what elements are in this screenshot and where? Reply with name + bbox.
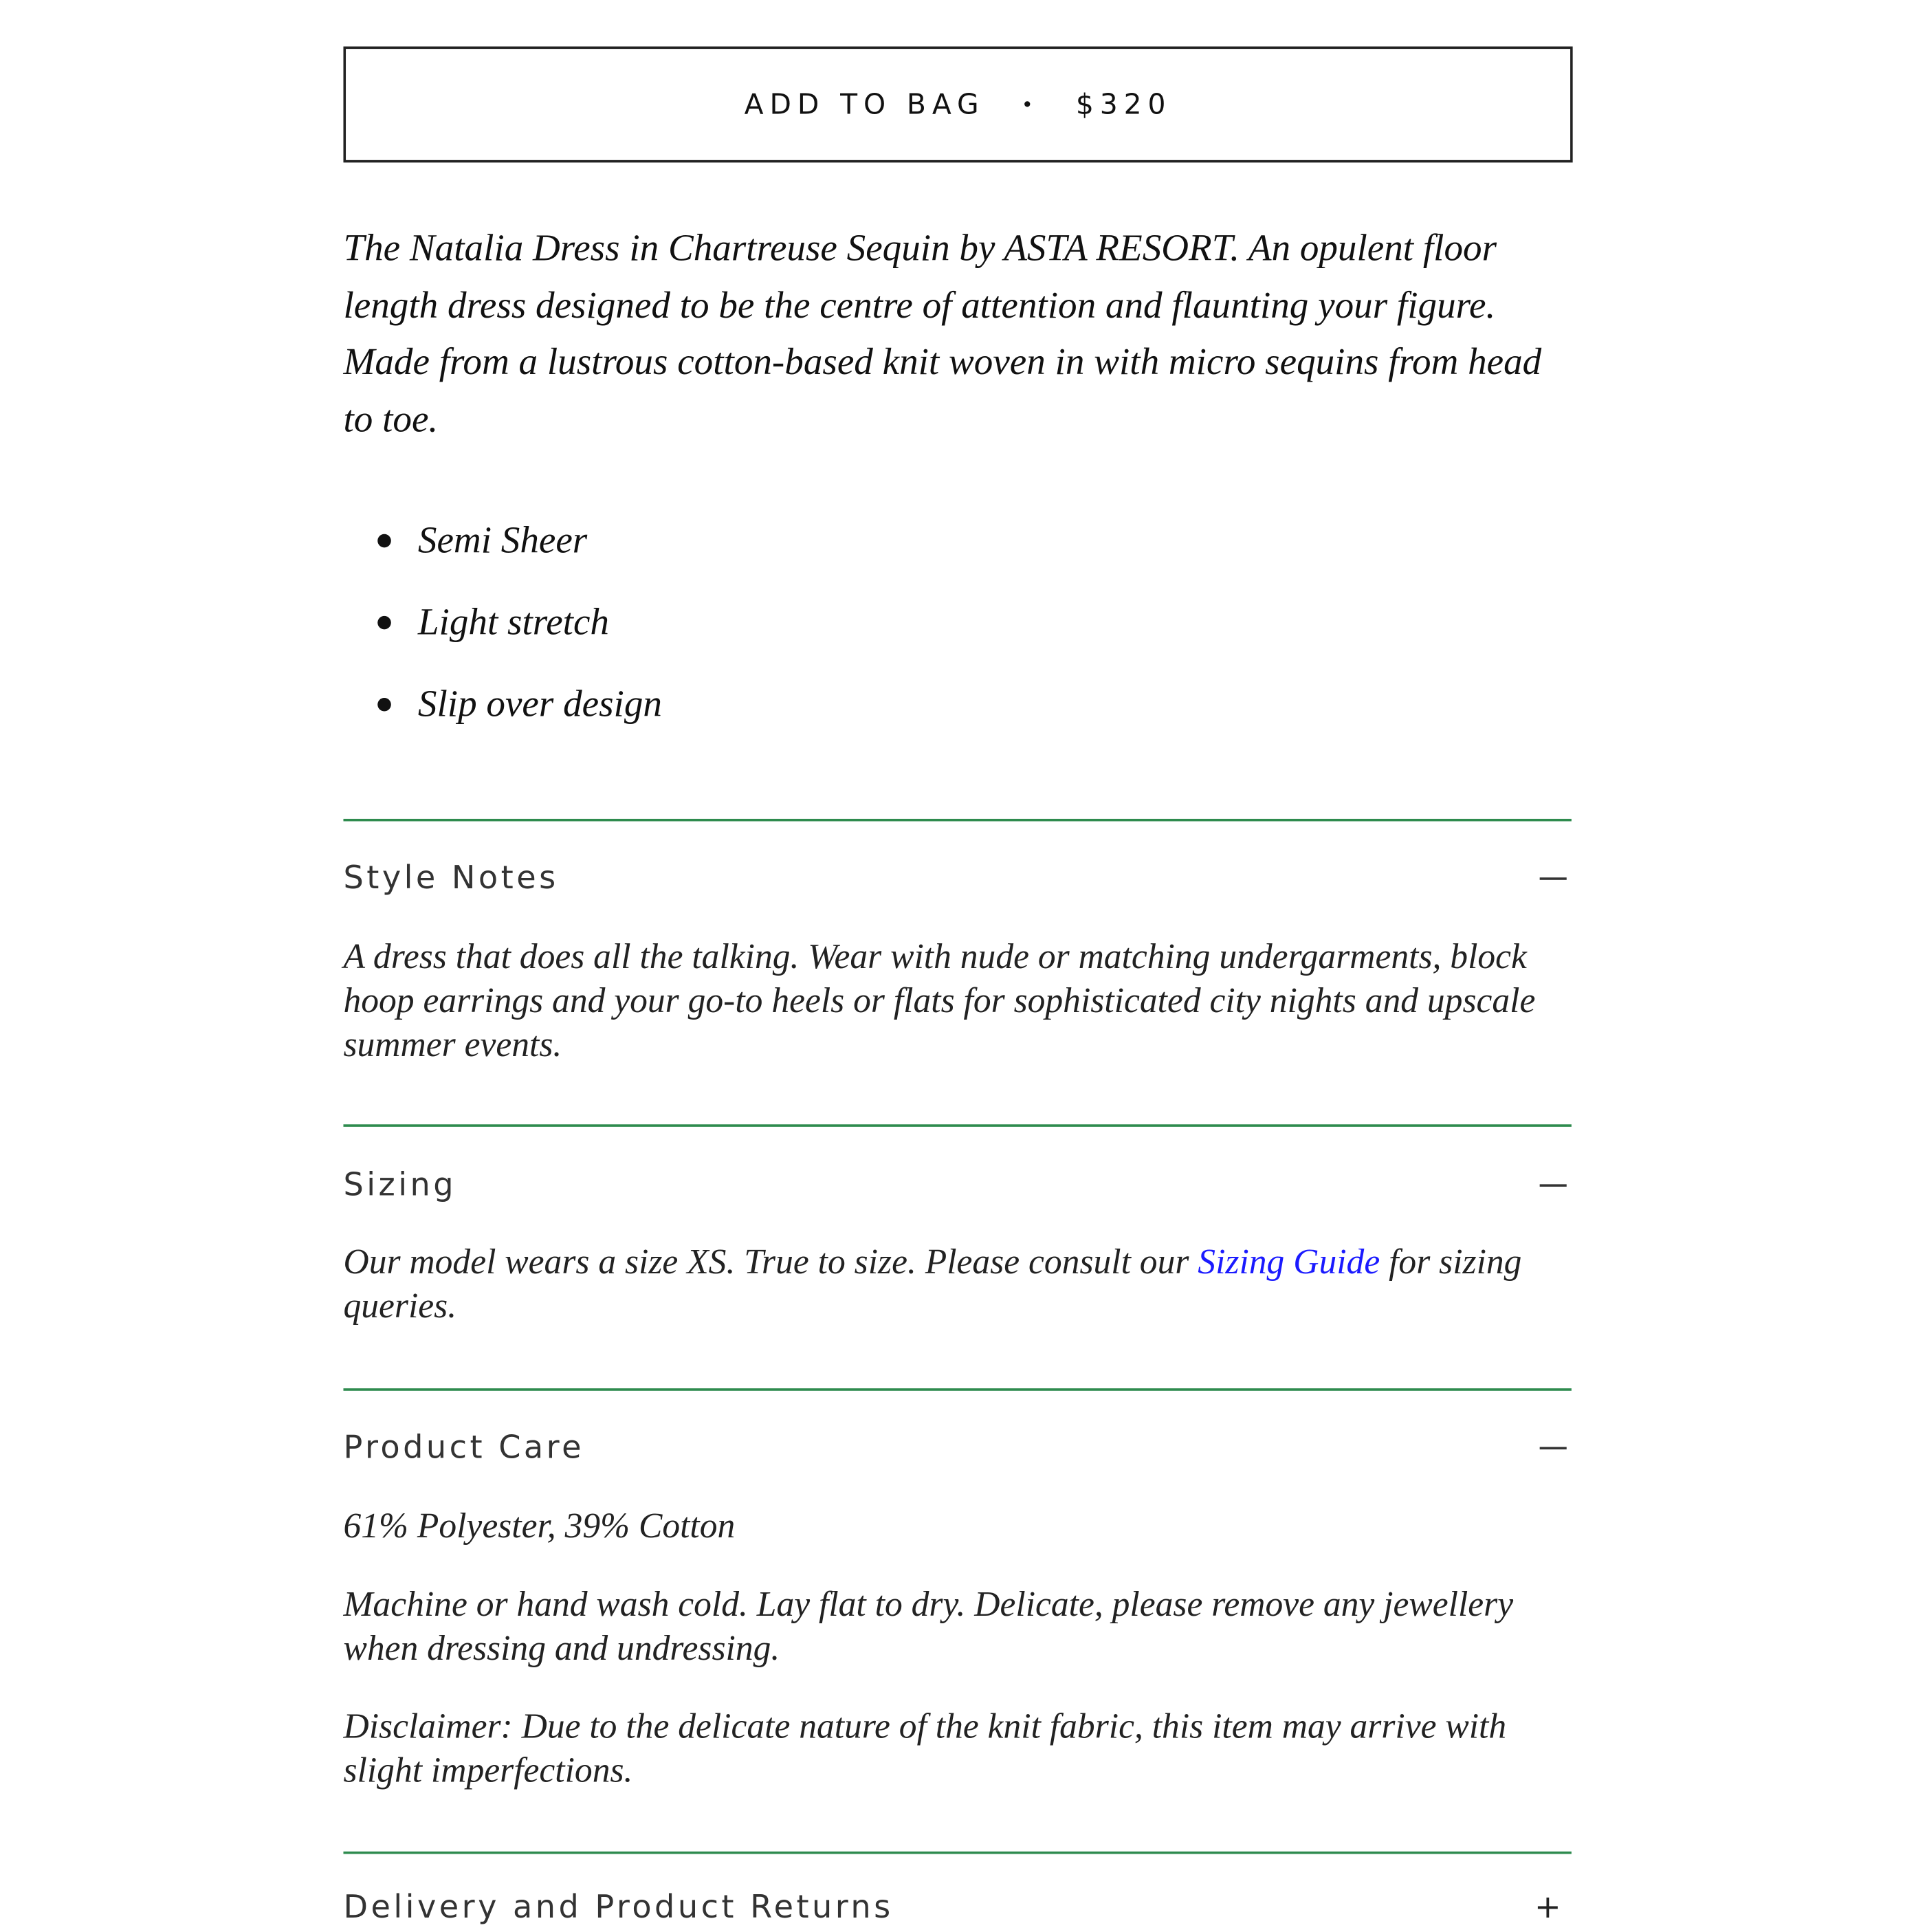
add-to-bag-label: ADD TO BAG xyxy=(744,88,985,121)
product-description: The Natalia Dress in Chartreuse Sequin by ASTA RESORT. An opulent floor length dress designed to be the centre of attention and flaunting your figure. Made from a lustrous cotton-based knit woven in with micro sequins from head to toe. xyxy=(343,226,1542,440)
sizing-text-end: for sizing queries. xyxy=(343,1242,1522,1326)
style-notes-text: A dress that does all the talking. Wear with nude or matching undergarments, block hoop earrings and your go-to heels or flats for sophisticated city nights and upscale summer events. xyxy=(343,937,1536,1065)
minus-icon xyxy=(1540,1184,1567,1187)
sizing-toggle[interactable] xyxy=(343,1161,1571,1210)
divider xyxy=(343,1388,1571,1391)
style-notes-toggle[interactable] xyxy=(343,854,1571,903)
composition-text: 61% Polyester, 39% Cotton xyxy=(343,1506,736,1546)
feature-item: Slip over design xyxy=(343,674,661,756)
sizing-text-start: Our model wears a size XS. True to size. Please consult our xyxy=(343,1242,1198,1282)
style-notes-title: Style Notes xyxy=(343,860,559,897)
divider xyxy=(343,1852,1571,1854)
add-to-bag-button[interactable] xyxy=(343,47,1572,163)
feature-list xyxy=(343,511,661,756)
product-care-title: Product Care xyxy=(343,1429,584,1467)
sizing-text xyxy=(343,1240,1577,1328)
minus-icon xyxy=(1540,1447,1567,1450)
plus-icon: + xyxy=(1534,1889,1565,1926)
separator: • xyxy=(1021,93,1039,116)
delivery-toggle[interactable] xyxy=(343,1883,1571,1932)
divider xyxy=(343,1124,1571,1127)
disclaimer-text: Disclaimer: Due to the delicate nature of the knit fabric, this item may arrive with slight imperfections. xyxy=(343,1707,1507,1791)
price: $320 xyxy=(1075,88,1172,121)
feature-item: Semi Sheer xyxy=(343,511,661,593)
washing-text: Machine or hand wash cold. Lay flat to dry. Delicate, please remove any jewellery when dressing and undressing. xyxy=(343,1585,1514,1669)
delivery-title: Delivery and Product Returns xyxy=(343,1889,894,1926)
product-care-toggle[interactable] xyxy=(343,1424,1571,1473)
feature-item: Light stretch xyxy=(343,593,661,674)
sizing-title: Sizing xyxy=(343,1167,457,1204)
sizing-guide-link[interactable]: Sizing Guide xyxy=(1198,1242,1380,1282)
minus-icon xyxy=(1540,877,1567,880)
divider xyxy=(343,819,1571,822)
